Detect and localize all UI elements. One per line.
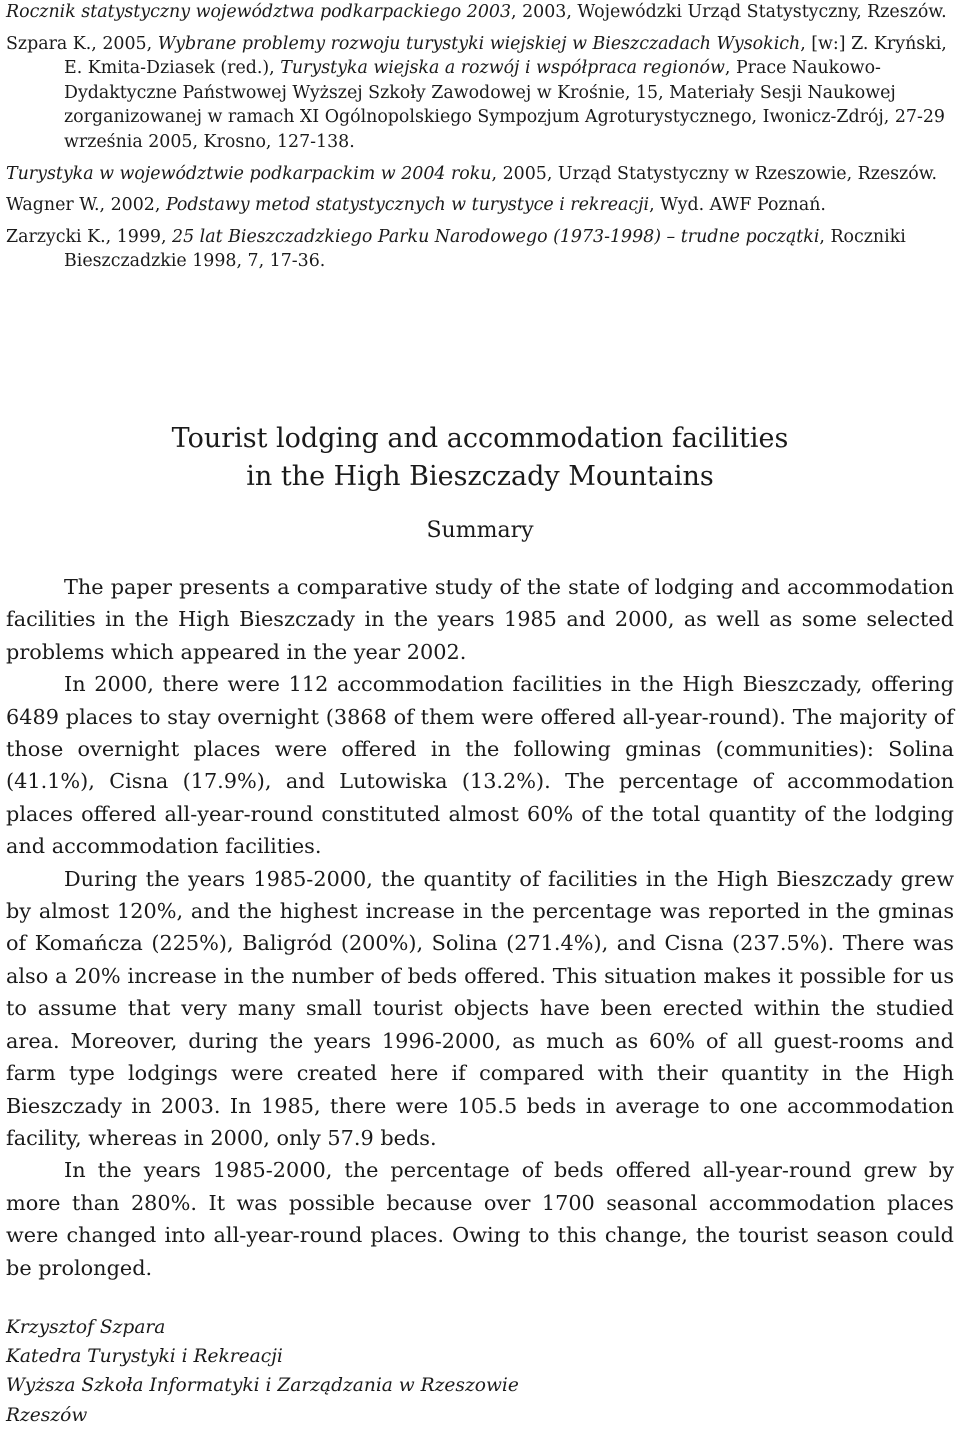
reference-entry xyxy=(6,193,954,218)
reference-title: Turystyka wiejska a rozwój i współpraca regionów xyxy=(280,58,725,79)
reference-title: Wybrane problemy rozwoju turystyki wiejskiej w Bieszczadach Wysokich xyxy=(157,33,801,54)
reference-text: , Wyd. AWF Poznań. xyxy=(649,195,826,216)
reference-text: , [w:] Z. Kryński, E. Kmita-Dziasek (red.), xyxy=(64,33,947,79)
author-city: Rzeszów xyxy=(6,1404,88,1426)
author-department: Katedra Turystyki i Rekreacji xyxy=(6,1346,283,1368)
summary-heading: Summary xyxy=(426,518,534,543)
reference-text: , Roczniki Bieszczadzkie 1998, 7, 17-36. xyxy=(64,226,906,272)
reference-title: 25 lat Bieszczadzkiego Parku Narodowego (1973-1998) – trudne początki xyxy=(172,226,820,247)
reference-author: Wagner W., 2002, xyxy=(6,195,166,216)
reference-title: Rocznik statystyczny województwa podkarpackiego 2003 xyxy=(6,2,512,22)
summary-paragraph: The paper presents a comparative study of the state of lodging and accommodation facilities in the High Bieszczady in the years 1985 and 2000, as well as some selected problems which appeared in the year 2002. xyxy=(6,575,954,664)
reference-text: , 2003, Wojewódzki Urząd Statystyczny, Rzeszów. xyxy=(511,2,947,22)
reference-title: Podstawy metod statystycznych w turystyce i rekreacji xyxy=(165,195,650,216)
reference-entry xyxy=(6,225,954,274)
summary-paragraph: During the years 1985-2000, the quantity of facilities in the High Bieszczady grew by almost 120%, and the highest increase in the percentage was reported in the gminas of Komańcza (225%), Baligród (200%), Solina (271.4%), and Cisna (237.5%). There was also a 20% increase in the number of beds offered. This situation makes it possible for us to assume that very many small tourist objects have been erected within the studied area. Moreover, during the years 1996-2000, as much as 60% of all guest-rooms and farm type lodgings were created here if compared with their quantity in the High Bieszczady in 2003. In 1985, there were 105.5 beds in average to one accommodation facility, whereas in 2000, only 57.9 beds. xyxy=(6,866,954,1150)
article-title xyxy=(0,420,960,496)
reference-entry xyxy=(6,32,954,155)
reference-title: Turystyka w województwie podkarpackim w 2004 roku xyxy=(6,163,492,184)
reference-author: Szpara K., 2005, xyxy=(6,33,158,54)
reference-entry xyxy=(6,0,954,25)
summary-body xyxy=(6,571,954,1284)
author-name: Krzysztof Szpara xyxy=(6,1317,166,1338)
summary-paragraph: In 2000, there were 112 accommodation facilities in the High Bieszczady, offering 6489 places to stay overnight (3868 of them were offered all-year-round). The majority of those overnight places were offered in the following gminas (communities): Solina (41.1%), Cisna (17.9%), and Lutowiska (13.2%). The percentage of accommodation places offered all-year-round constituted almost 60% of the total quantity of the lodging and accommodation facilities. xyxy=(6,672,954,859)
article-title-line-1: Tourist lodging and accommodation facilities xyxy=(171,423,789,454)
reference-text: , Prace Naukowo-Dydaktyczne Państwowej Wyższej Szkoły Zawodowej w Krośnie, 15, Materiały Sesji Naukowej zorganizowanej w ramach XI Ogólnopolskiego Sympozjum Agroturystycznego, Iwonicz-Zdrój, 27-29 września 2005, Krosno, 127-138. xyxy=(64,58,945,152)
author-block xyxy=(6,1313,954,1430)
article-title-line-2: in the High Bieszczady Mountains xyxy=(246,461,714,492)
reference-author: Zarzycki K., 1999, xyxy=(6,226,173,247)
reference-entry xyxy=(6,162,954,187)
author-institution: Wyższa Szkoła Informatyki i Zarządzania w Rzeszowie xyxy=(6,1375,519,1397)
bibliography-list xyxy=(6,0,954,281)
reference-text: , 2005, Urząd Statystyczny w Rzeszowie, Rzeszów. xyxy=(491,163,938,184)
summary-paragraph: In the years 1985-2000, the percentage of beds offered all-year-round grew by more than 280%. It was possible because over 1700 seasonal accommodation places were changed into all-year-round places. Owing to this change, the tourist season could be prolonged. xyxy=(6,1158,954,1280)
